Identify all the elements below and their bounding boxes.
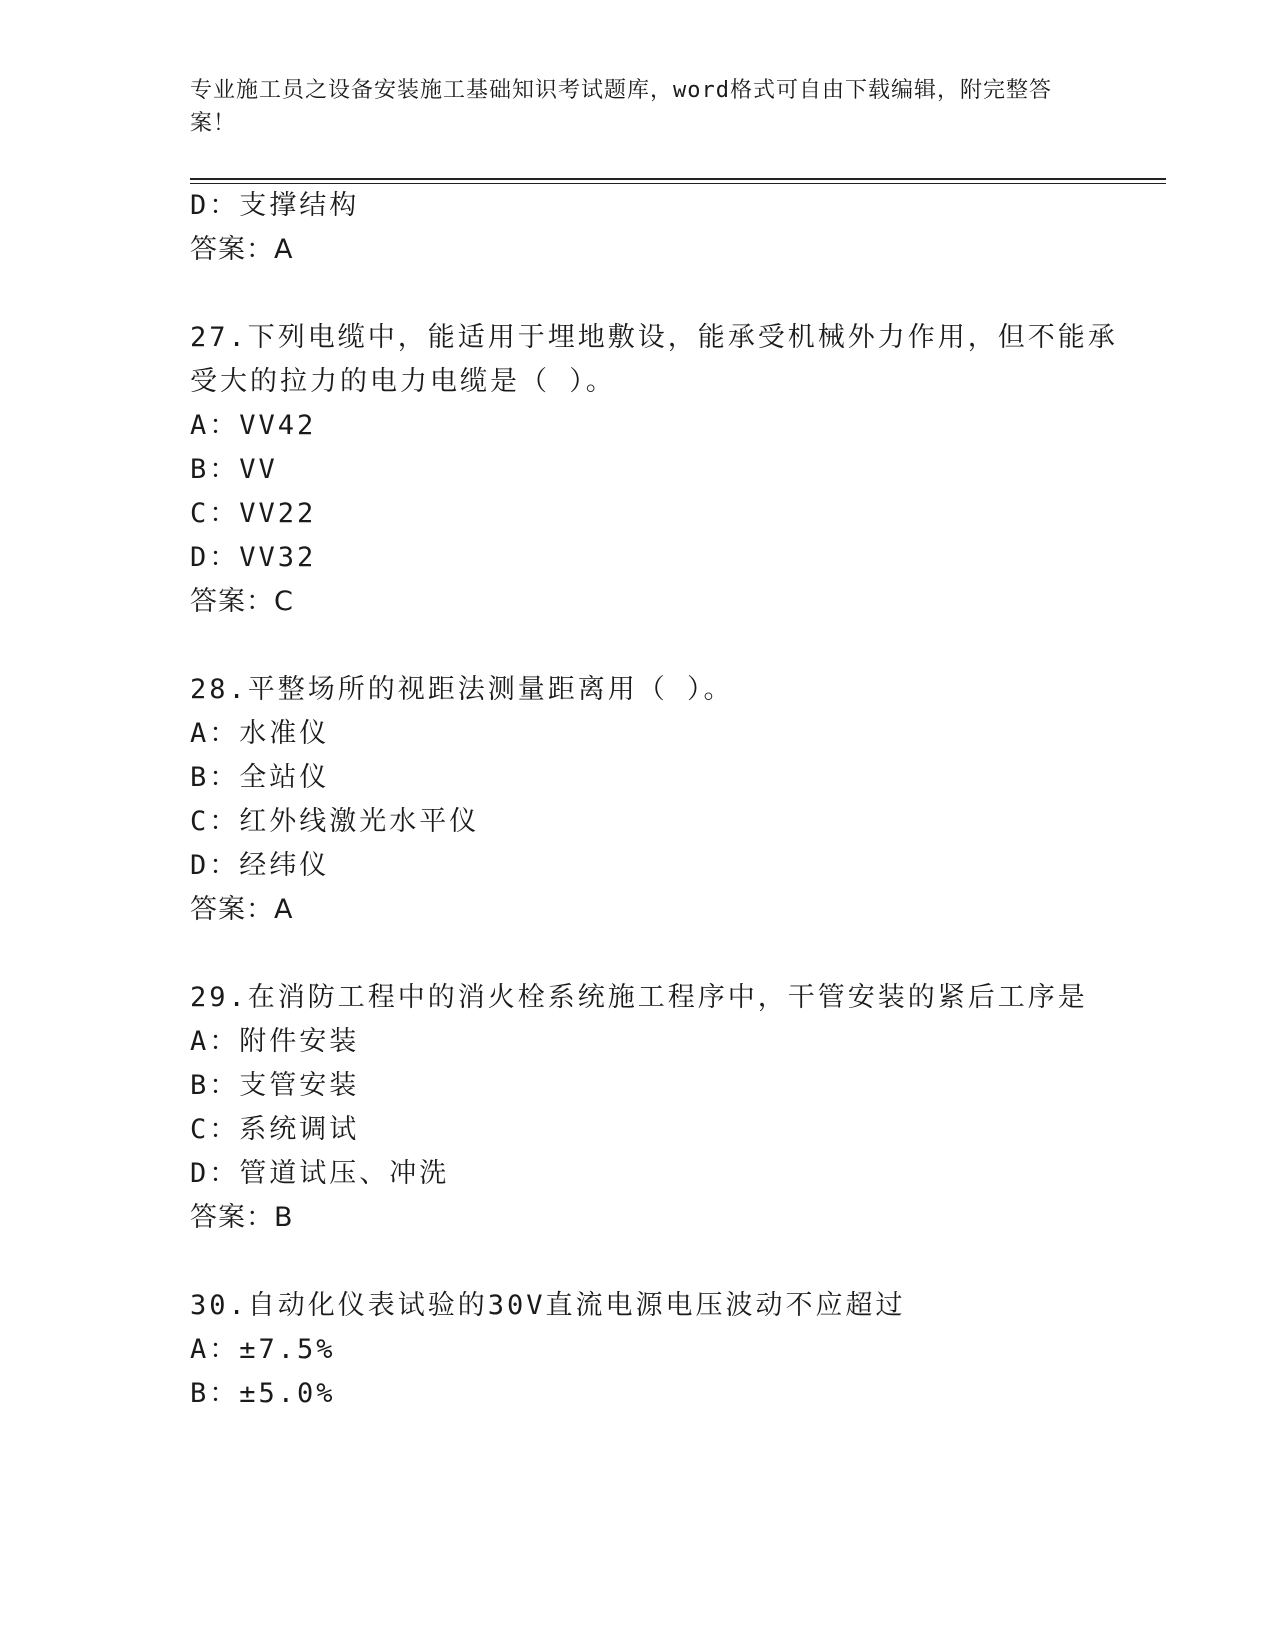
question-27-line-1: 27.下列电缆中，能适用于埋地敷设，能承受机械外力作用，但不能承 xyxy=(190,322,1118,353)
header-divider xyxy=(190,178,1166,180)
question-27-option-b: B：VV xyxy=(190,454,278,485)
question-27-option-a: A：VV42 xyxy=(190,410,317,441)
question-29-option-c: C：系统调试 xyxy=(190,1114,360,1145)
question-27-answer: 答案：C xyxy=(190,586,294,617)
question-28-answer: 答案：A xyxy=(190,894,294,925)
header-divider-thin xyxy=(190,183,1166,184)
question-30-line-1: 30.自动化仪表试验的30V直流电源电压波动不应超过 xyxy=(190,1290,906,1321)
option-d: D：支撑结构 xyxy=(190,190,360,221)
question-29-answer: 答案：B xyxy=(190,1202,294,1233)
question-28-line-1: 28.平整场所的视距法测量距离用（ ）。 xyxy=(190,674,734,705)
question-27-option-c: C：VV22 xyxy=(190,498,317,529)
question-28-option-c: C：红外线激光水平仪 xyxy=(190,806,480,837)
question-28-option-b: B：全站仪 xyxy=(190,762,330,793)
question-28-option-d: D：经纬仪 xyxy=(190,850,330,881)
document-header: 专业施工员之设备安装施工基础知识考试题库，word格式可自由下载编辑，附完整答案！ xyxy=(190,78,1052,136)
question-29-line-1: 29.在消防工程中的消火栓系统施工程序中，干管安装的紧后工序是 xyxy=(190,982,1088,1013)
question-30-option-b: B：±5.0% xyxy=(190,1378,336,1409)
question-29-option-b: B：支管安装 xyxy=(190,1070,360,1101)
answer: 答案：A xyxy=(190,234,294,265)
question-29-option-a: A：附件安装 xyxy=(190,1026,360,1057)
question-30-option-a: A：±7.5% xyxy=(190,1334,336,1365)
question-29-option-d: D：管道试压、冲洗 xyxy=(190,1158,450,1189)
question-27-line-2: 受大的拉力的电力电缆是（ ）。 xyxy=(190,366,616,397)
question-27-option-d: D：VV32 xyxy=(190,542,317,573)
question-28-option-a: A：水准仪 xyxy=(190,718,330,749)
